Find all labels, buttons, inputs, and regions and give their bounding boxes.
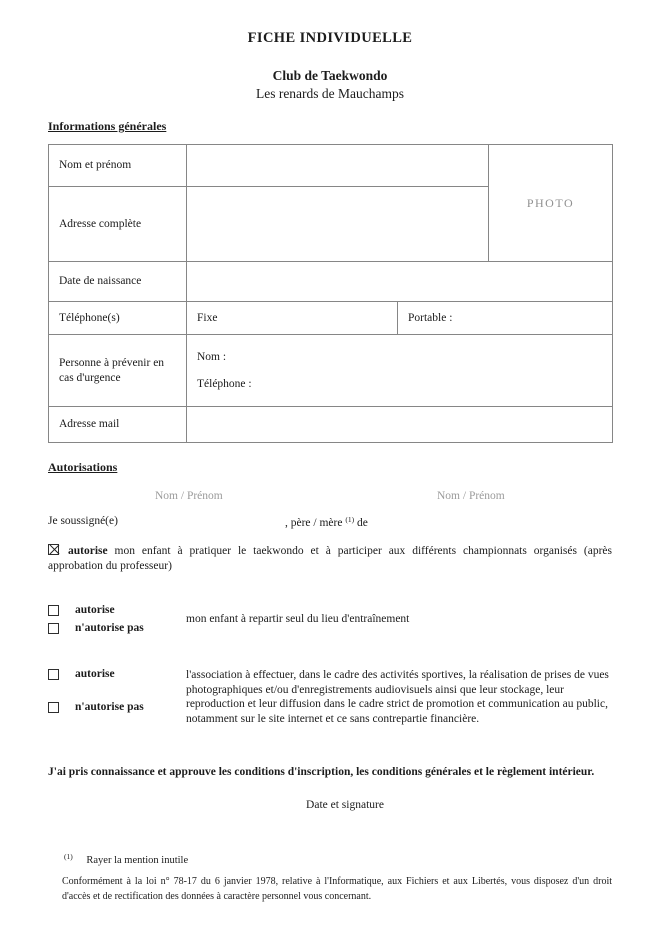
consent-practice-keyword: autorise (68, 545, 108, 557)
leave-alone-no-checkbox[interactable] (48, 623, 59, 634)
option-authorize (48, 604, 186, 616)
photo-placeholder: PHOTO (526, 195, 575, 210)
declarant-middle: , père / mère $^{(1)}$ de (285, 515, 368, 529)
option-not-authorize-label: n'autorise pas (75, 622, 144, 635)
footnote-line (48, 852, 612, 866)
consent-media-options (48, 668, 186, 713)
table-row (49, 145, 613, 187)
declarant-prefix: Je soussigné(e) (48, 515, 118, 527)
email-label: Adresse mail (49, 407, 187, 443)
table-row (49, 302, 613, 335)
option-authorize (48, 668, 186, 680)
date-signature-label: Date et signature (306, 799, 384, 812)
name-placeholders-row (48, 490, 612, 504)
footnote-reference: (1) (64, 852, 73, 862)
table-row (49, 407, 613, 443)
address-label: Adresse complète (49, 187, 187, 262)
consent-practice-paragraph (48, 544, 612, 574)
emergency-phone-label: Téléphone : (197, 377, 252, 390)
option-authorize-label: autorise (75, 604, 115, 617)
team-name: Les renards de Mauchamps (255, 86, 405, 101)
consent-media-text: l'association à effectuer, dans le cadre des activités sportives, la réalisation de prises de vues photographiques et/ou d'enregistrements audiovisuels ainsi que leur stockage, leur reproduction et leur diffusion dans le cadre strict de promotion et communication au public, notamment sur le site internet et ce sans contrepartie financière. (186, 669, 609, 725)
phone-label: Téléphone(s) (49, 302, 187, 335)
section-heading-authorizations: Autorisations (48, 460, 118, 474)
option-not-authorize (48, 701, 186, 713)
option-not-authorize (48, 622, 186, 634)
birthdate-label: Date de naissance (49, 262, 187, 302)
consent-leave-alone-text: mon enfant à repartir seul du lieu d'entraînement (186, 613, 410, 626)
consent-leave-alone-block (48, 604, 612, 634)
media-no-checkbox[interactable] (48, 702, 59, 713)
page-title: FICHE INDIVIDUELLE (247, 30, 413, 46)
consent-leave-alone-options (48, 604, 186, 634)
name-input-cell[interactable] (187, 145, 489, 187)
table-row (49, 335, 613, 407)
section-heading-general: Informations générales (48, 119, 167, 133)
email-input-cell[interactable] (187, 407, 613, 443)
emergency-input-cell[interactable] (187, 335, 613, 407)
photo-box[interactable] (489, 145, 613, 262)
media-yes-checkbox[interactable] (48, 669, 59, 680)
table-row (49, 262, 613, 302)
consent-practice-checkbox[interactable] (48, 544, 59, 555)
option-not-authorize-label: n'autorise pas (75, 701, 144, 714)
legal-notice: Conformément à la loi n° 78-17 du 6 janvier 1978, relative à l'Informatique, aux Fichiers et aux Libertés, vous disposez d'un droit d'accès et de rectification des données à caractère personnel vous concernant. (62, 876, 612, 902)
leave-alone-yes-checkbox[interactable] (48, 605, 59, 616)
footnote-reference: (1) (345, 515, 355, 524)
name-placeholder-left: Nom / Prénom (155, 490, 223, 502)
declarant-suffix: de (356, 517, 368, 529)
declarant-line (48, 515, 612, 529)
consent-practice-text: mon enfant à pratiquer le taekwondo et à participer aux différents championnats organisés (après approbation du professeur) (48, 545, 612, 573)
emergency-label: Personne à prévenir en cas d'urgence (49, 335, 187, 407)
name-placeholder-right: Nom / Prénom (437, 490, 505, 502)
name-label: Nom et prénom (49, 145, 187, 187)
general-info-table (48, 144, 613, 443)
approval-statement: J'ai pris connaissance et approuve les conditions d'inscription, les conditions générales et le règlement intérieur. (48, 766, 595, 779)
emergency-name-label: Nom : (197, 351, 227, 364)
footnote-text: Rayer la mention inutile (86, 855, 189, 867)
option-authorize-label: autorise (75, 668, 115, 681)
address-input-cell[interactable] (187, 187, 489, 262)
consent-media-block (48, 668, 612, 726)
birthdate-input-cell[interactable] (187, 262, 613, 302)
phone-mobile-cell[interactable]: Portable : (398, 302, 613, 335)
phone-fixed-cell[interactable]: Fixe (187, 302, 398, 335)
club-name: Club de Taekwondo (272, 68, 388, 83)
